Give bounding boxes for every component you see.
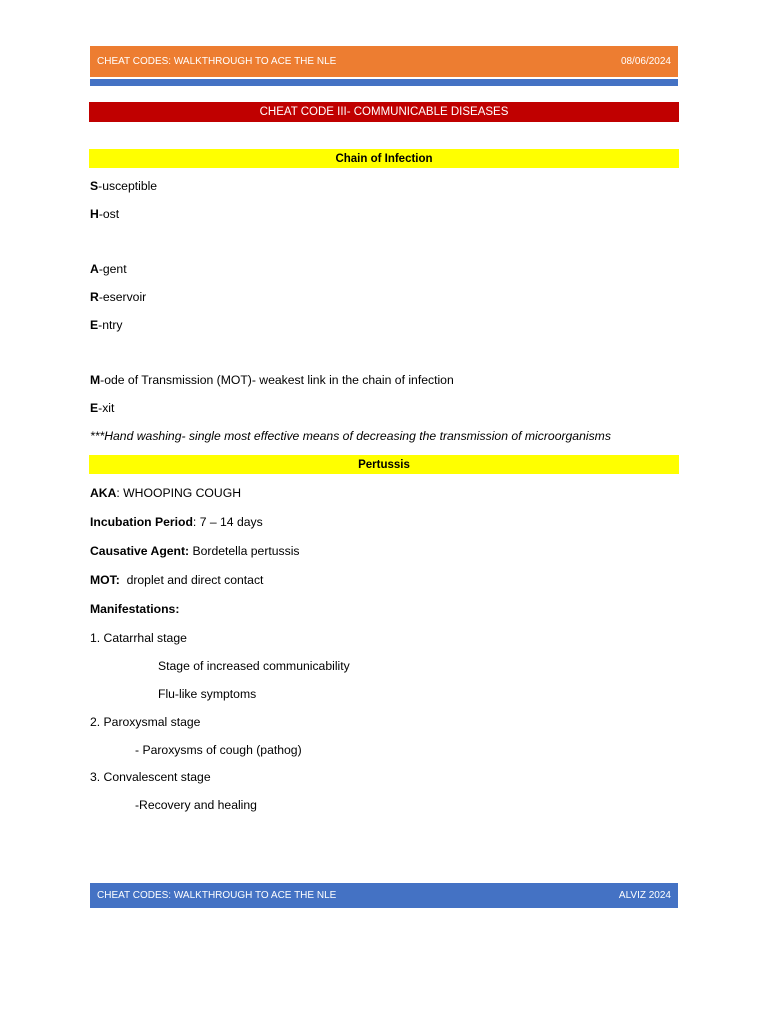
chain-text: -usceptible (98, 179, 158, 193)
section-heading-pertussis: Pertussis (89, 455, 679, 474)
chain-letter: M (90, 373, 101, 387)
page-footer (90, 883, 678, 908)
chain-text: -gent (98, 262, 127, 276)
chain-text: -ost (98, 207, 120, 221)
chain-item (90, 262, 127, 276)
mot-label: MOT: (90, 573, 120, 587)
aka-line (90, 486, 241, 500)
chain-letter: H (90, 207, 99, 221)
stage-2: 2. Paroxysmal stage (90, 715, 201, 729)
agent-line (90, 544, 300, 558)
stage-1-detail: Stage of increased communicability (158, 659, 350, 673)
stage-1: 1. Catarrhal stage (90, 631, 187, 645)
main-title: CHEAT CODE III- COMMUNICABLE DISEASES (89, 102, 679, 122)
stage-1-detail: Flu-like symptoms (158, 687, 257, 701)
incubation-label: Incubation Period (90, 515, 193, 529)
header-title: CHEAT CODES: WALKTHROUGH TO ACE THE NLE (97, 56, 337, 67)
aka-value: : WHOOPING COUGH (116, 486, 241, 500)
chain-letter: S (90, 179, 99, 193)
page-header (90, 46, 678, 77)
chain-item (90, 373, 454, 387)
incubation-value: : 7 – 14 days (192, 515, 263, 529)
agent-value: Bordetella pertussis (189, 544, 300, 558)
footer-right: ALVIZ 2024 (618, 890, 671, 901)
agent-label: Causative Agent: (90, 544, 190, 558)
mot-value: droplet and direct contact (119, 573, 264, 587)
chain-item (90, 401, 114, 415)
chain-text: -ode of Transmission (MOT)- weakest link in the chain of infection (100, 373, 454, 387)
manifestations-heading (90, 602, 179, 616)
mot-line (90, 573, 263, 587)
chain-letter: E (90, 318, 99, 332)
chain-text: -ntry (98, 318, 123, 332)
chain-item (90, 179, 157, 193)
chain-item (90, 207, 119, 221)
stage-3: 3. Convalescent stage (90, 770, 211, 784)
stage-2-detail: - Paroxysms of cough (pathog) (135, 743, 302, 757)
header-divider (90, 79, 678, 86)
incubation-line (90, 515, 263, 529)
hand-washing-note: ***Hand washing- single most effective means of decreasing the transmission of microorganisms (90, 429, 611, 443)
section-heading-chain: Chain of Infection (89, 149, 679, 168)
chain-item (90, 318, 123, 332)
chain-letter: E (90, 401, 99, 415)
chain-letter: A (90, 262, 99, 276)
stage-3-detail: -Recovery and healing (135, 798, 257, 812)
header-date: 08/06/2024 (620, 56, 671, 67)
footer-title: CHEAT CODES: WALKTHROUGH TO ACE THE NLE (97, 890, 337, 901)
manifestations-label: Manifestations: (90, 602, 180, 616)
chain-text: -xit (98, 401, 115, 415)
chain-letter: R (90, 290, 99, 304)
chain-text: -eservoir (98, 290, 147, 304)
chain-item (90, 290, 146, 304)
aka-label: AKA (90, 486, 117, 500)
